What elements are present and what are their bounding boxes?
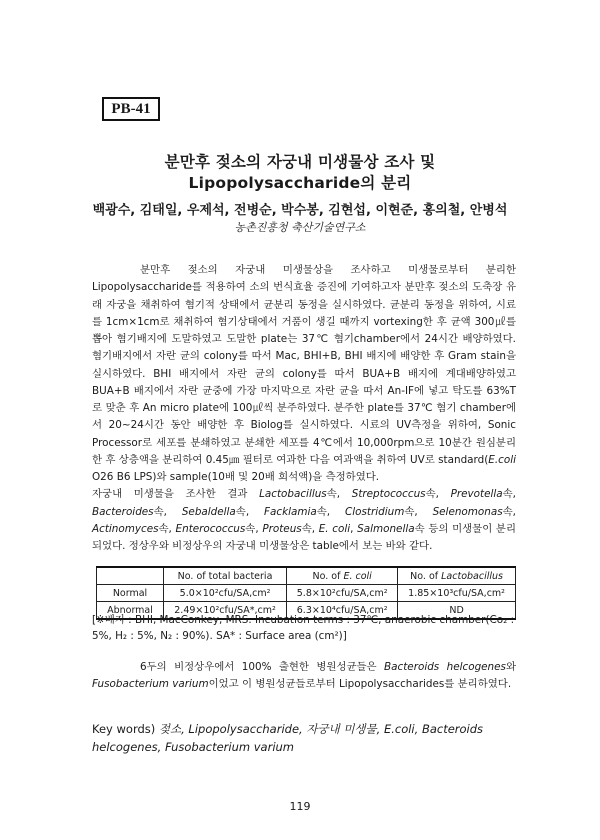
row-label: Abnormal [97, 602, 164, 620]
conclusion-end: 이었고 이 병원성균들로부터 Lipopolysaccharides를 분리하였다. [208, 678, 512, 690]
header-ecoli-name: E. coli [343, 570, 372, 582]
separator: 속, [502, 505, 516, 518]
header-lacto-name: Lactobacillus [441, 570, 503, 582]
pathogen-name: Bacteroids helcogenes [384, 661, 506, 673]
genus-name: Facklamia [264, 505, 317, 518]
table-header-corner [97, 567, 164, 585]
genus-name: Bacteroides [92, 505, 154, 518]
genus-name: Proteus [262, 522, 302, 535]
ecoli-cell: 6.3×10⁴cfu/SA,cm² [287, 602, 398, 620]
separator: 속, [153, 505, 182, 518]
header-prefix: No. of [410, 570, 442, 582]
separator: 속, [245, 522, 263, 535]
genus-name: Actinomyces [92, 522, 159, 535]
separator: 속, [326, 488, 352, 501]
table-footnote: [※배지 : BHI, MacConkey, MRS. Incubation terms : 37℃, anaerobic chamber(Co₂ : 5%, H₂ : 5%, N₂ : 90%). SA* : Surface area (cm²)] [92, 614, 515, 642]
total-bacteria-cell: 5.0×10²cfu/SA,cm² [164, 585, 287, 602]
keywords-list: 젖소, Lipopolysaccharide, 자궁내 미생물, E.coli, Bacteroids helcogenes, Fusobacterium varium [92, 722, 484, 754]
genus-name: E. coli [318, 522, 351, 535]
conclusion-text [92, 659, 516, 693]
genus-name: Prevotella [450, 488, 503, 501]
separator: 속, [158, 522, 176, 535]
author-list: 백광수, 김태일, 우제석, 전병순, 박수봉, 김현섭, 이현준, 홍의철, 안병석 [92, 203, 508, 218]
genus-name: Lactobacillus [259, 488, 327, 501]
table-header-row [97, 567, 516, 585]
table-header-ecoli [287, 567, 398, 585]
genus-name: Sebaldella [181, 505, 236, 518]
separator: 속, [235, 505, 265, 518]
abstract-body [92, 262, 516, 555]
methods-text: 분만후 젖소의 자궁내 미생물상을 조사하고 미생물로부터 분리한 Lipopolysaccharide를 적용하여 소의 번식효율 증진에 기여하고자 분만후 젖소의 도축장 유래 자궁을 채취하여 혐기적 상태에서 균분리 동정을 실시하였다. 균분리 동정을 위하여, 시료를 1cm×1cm로 채취하여 혐기상태에서 거품이 생길 때까지 vortexing한 후 균액 300㎕를 뽑아 혐기배지에 도말하였고 도말한 plate는 37℃ 혐기chamber에서 24시간 배양하였다. 혐기배지에서 자란 균의 colony를 따서 Mac, BHI+B, BHI 배지에 배양한 후 Gram stain을 실시하였다. BHI 배지에서 자란 균의 colony를 따서 BUA+B 배지에 계대배양하였고 BUA+B 배지에서 자란 균중에 가장 마지막으로 자란 균을 따서 An-IF에 넣고 탁도를 63%T로 맞춘 후 An micro plate에 100㎕씩 분주하였다. 분주한 plate를 37℃ 혐기 chamber에서 20~24시간 동안 배양한 후 Biolog를 실시하였다. 시료의 UV측정을 위하여, Sonic Processor로 세포를 분쇄하였고 분쇄한 세포를 4℃에서 10,000rpm으로 10분간 원심분리한 후 상층액을 분리하여 0.45㎛ 필터로 여과한 다음 여과액을 취하여 UV로 standard( [92, 264, 516, 466]
pathogen-name: Fusobacterium varium [92, 678, 209, 690]
conclusion-join: 와 [505, 661, 516, 673]
lacto-cell: ND [398, 602, 516, 620]
genus-name: Selenomonas [432, 505, 503, 518]
table-row [97, 585, 516, 602]
table-header-lacto [398, 567, 516, 585]
separator: 속, [301, 522, 319, 535]
table-header-total: No. of total bacteria [164, 567, 287, 585]
ecoli-term: E.coli [488, 453, 516, 466]
keywords-label: Key words) [92, 722, 159, 736]
abstract-code: PB-41 [102, 97, 160, 121]
methods-text-end: O26 B6 LPS)와 sample(10배 및 20배 희석액)을 측정하였다. [92, 471, 380, 483]
conclusion-start: 6두의 비정상우에서 100% 출현한 병원성균들은 [140, 661, 385, 673]
page-number: 119 [289, 800, 311, 813]
methods-paragraph [92, 262, 516, 486]
total-bacteria-cell: 2.49×10²cfu/SA*,cm² [164, 602, 287, 620]
lacto-cell: 1.85×10³cfu/SA,cm² [398, 585, 516, 602]
separator: 속, [404, 505, 433, 518]
results-text: 자궁내 미생물을 조사한 결과 [92, 488, 260, 501]
genus-name: Clostridium [344, 505, 405, 518]
results-text-end: 속 등의 미생물이 분리되었다. 정상우와 비정상우의 자궁내 미생물상은 table에서 보는 바와 같다. [92, 522, 516, 552]
separator: 속, [502, 488, 516, 501]
keywords [92, 720, 516, 756]
results-paragraph [92, 486, 516, 555]
separator: 속, [316, 505, 345, 518]
row-label: Normal [97, 585, 164, 602]
title-line-2: Lipopolysaccharide의 분리 [188, 174, 412, 192]
conclusion-paragraph [92, 659, 516, 693]
ecoli-cell: 5.8×10²cfu/SA,cm² [287, 585, 398, 602]
separator: , [350, 522, 358, 535]
genus-name: Streptococcus [351, 488, 426, 501]
header-prefix: No. of [312, 570, 344, 582]
genus-name: Salmonella [357, 522, 415, 535]
title-line-1: 분만후 젖소의 자궁내 미생물상 조사 및 [164, 153, 436, 171]
genus-name: Enterococcus [175, 522, 246, 535]
affiliation: 농촌진흥청 축산기술연구소 [234, 221, 366, 234]
separator: 속, [425, 488, 451, 501]
